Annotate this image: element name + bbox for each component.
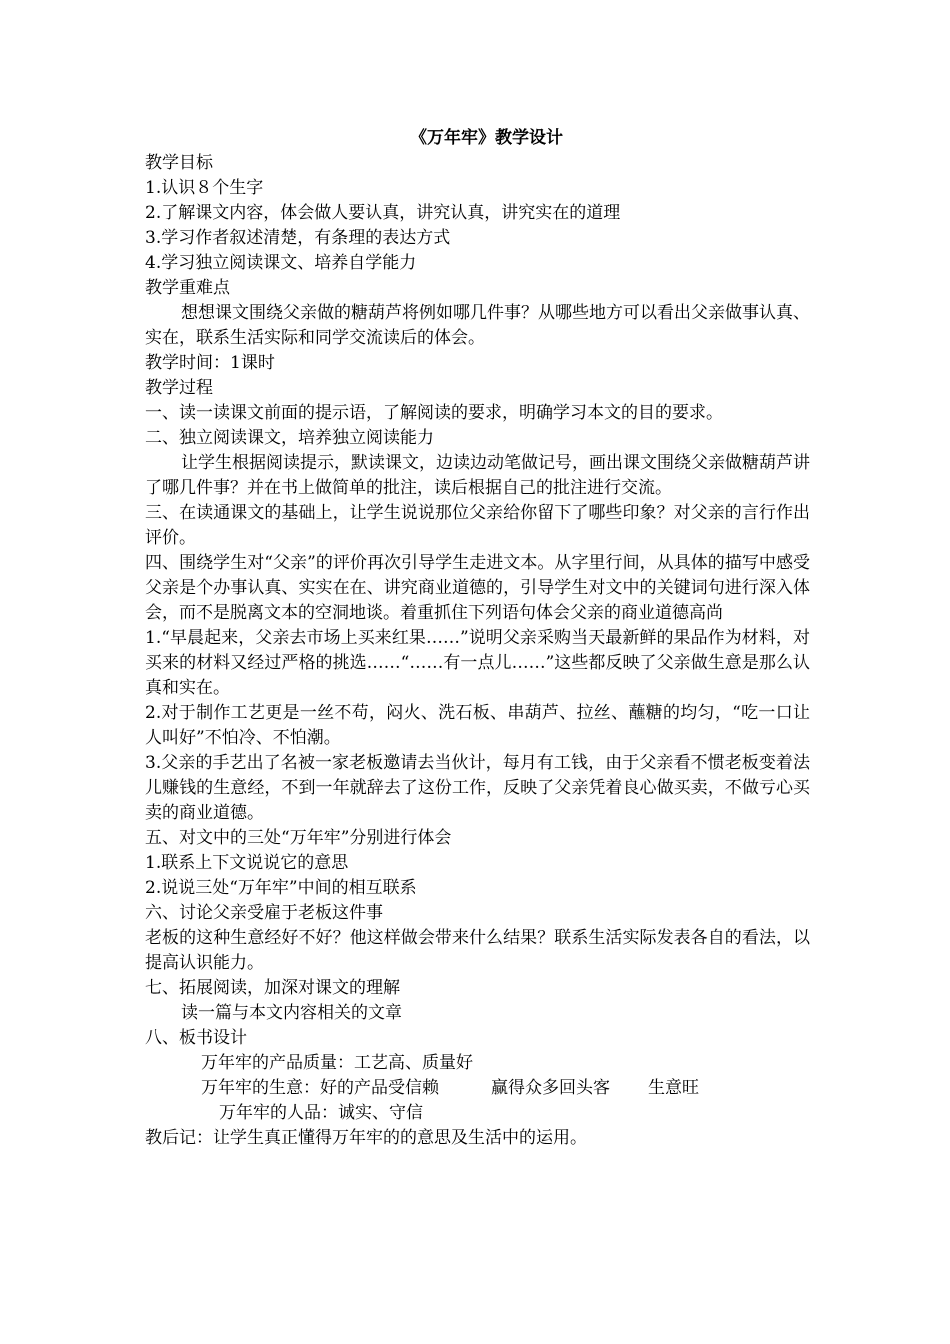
step-6: 六、讨论父亲受雇于老板这件事	[145, 903, 383, 923]
step-5-item: 1.联系上下文说说它的意思	[145, 853, 349, 873]
objective-item: 4.学习独立阅读课文、培养自学能力	[145, 253, 417, 273]
step-6-text: 老板的这种生意经好不好？他这样做会带来什么结果？联系生活实际发表各自的看法，以提高认识能力。	[145, 928, 810, 973]
objective-item: 3.学习作者叙述清楚，有条理的表达方式	[145, 228, 451, 248]
board-line-2-part-a: 万年牢的生意：好的产品受信赖	[201, 1078, 439, 1098]
step-8: 八、板书设计	[145, 1028, 247, 1048]
document-title: 《万年牢》教学设计	[410, 128, 563, 148]
board-line-2-part-c: 生意旺	[648, 1078, 699, 1098]
difficulties-text: 想想课文围绕父亲做的糖葫芦将例如哪几件事？从哪些地方可以看出父亲做事认真、实在，联系生活实际和同学交流读后的体会。	[145, 303, 810, 348]
step-4: 四、围绕学生对“父亲”的评价再次引导学生走进文本。从字里行间，从具体的描写中感受父亲是个办事认真、实实在在、讲究商业道德的，引导学生对文中的关键词句进行深入体会，而不是脱离文本的空洞地谈。着重抓住下列语句体会父亲的商业道德高尚	[145, 553, 810, 623]
step-1: 一、读一读课文前面的提示语，了解阅读的要求，明确学习本文的目的要求。	[145, 403, 723, 423]
step-7: 七、拓展阅读，加深对课文的理解	[145, 978, 400, 998]
step-3: 三、在读通课文的基础上，让学生说说那位父亲给你留下了哪些印象？对父亲的言行作出评价。	[145, 503, 810, 548]
objective-item: 2.了解课文内容，体会做人要认真，讲究认真，讲究实在的道理	[145, 203, 621, 223]
board-line-2-part-b: 赢得众多回头客	[491, 1078, 610, 1098]
process-heading: 教学过程	[145, 378, 213, 398]
document-page	[145, 125, 810, 1151]
board-line-1: 万年牢的产品质量：工艺高、质量好	[201, 1053, 473, 1073]
board-line-3: 万年牢的人品：诚实、守信	[219, 1103, 423, 1123]
step-4-item: 1.“早晨起来，父亲去市场上买来红果……”说明父亲采购当天最新鲜的果品作为材料，对买来的材料又经过严格的挑选……“……有一点儿……”这些都反映了父亲做生意是那么认真和实在。	[145, 628, 810, 698]
board-line-2	[145, 1076, 810, 1101]
step-4-item: 3.父亲的手艺出了名被一家老板邀请去当伙计，每月有工钱，由于父亲看不惯老板变着法儿赚钱的生意经，不到一年就辞去了这份工作，反映了父亲凭着良心做买卖，不做亏心买卖的商业道德。	[145, 753, 810, 823]
step-2: 二、独立阅读课文，培养独立阅读能力	[145, 428, 434, 448]
objectives-heading: 教学目标	[145, 153, 213, 173]
postscript: 教后记：让学生真正懂得万年牢的的意思及生活中的运用。	[145, 1128, 587, 1148]
objective-item: 1.认识８个生字	[145, 178, 264, 198]
difficulties-heading: 教学重难点	[145, 278, 230, 298]
step-7-text: 读一篇与本文内容相关的文章	[181, 1003, 402, 1023]
step-4-item: 2.对于制作工艺更是一丝不苟，闷火、洗石板、串葫芦、拉丝、蘸糖的均匀，“吃一口让人叫好”不怕冷、不怕潮。	[145, 703, 810, 748]
step-2-text: 让学生根据阅读提示，默读课文，边读边动笔做记号，画出课文围绕父亲做糖葫芦讲了哪几件事？并在书上做简单的批注，读后根据自己的批注进行交流。	[145, 453, 810, 498]
step-5-item: 2.说说三处“万年牢”中间的相互联系	[145, 878, 417, 898]
teaching-time: 教学时间：1课时	[145, 353, 275, 373]
step-5: 五、对文中的三处“万年牢”分别进行体会	[145, 828, 452, 848]
